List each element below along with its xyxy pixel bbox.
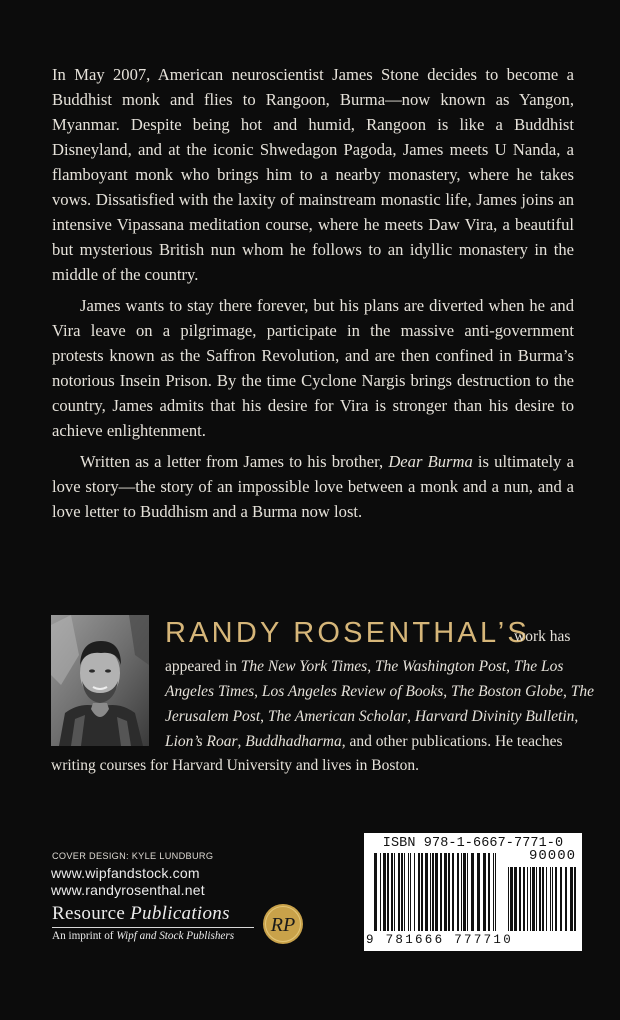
publication-title: The Washington Post	[374, 658, 507, 675]
barcode-bar	[440, 853, 442, 931]
barcode-bar	[425, 853, 428, 931]
barcode-bar	[448, 853, 450, 931]
barcode-bar	[477, 853, 480, 931]
isbn-label: ISBN 978-1-6667-7771-0	[382, 836, 564, 851]
author-portrait-image	[51, 615, 149, 746]
publisher-name-roman: Resource	[52, 903, 131, 924]
barcode-bar	[495, 853, 496, 931]
barcode-bar	[493, 853, 494, 931]
barcode-bar	[380, 853, 381, 931]
author-website: www.randyrosenthal.net	[51, 882, 205, 898]
barcode-bar	[555, 867, 557, 931]
barcode-bar	[536, 867, 537, 931]
barcode-bar	[398, 853, 400, 931]
barcode-bar	[444, 853, 447, 931]
barcode-bar	[452, 853, 454, 931]
bio-text: , and other publications. He teaches	[341, 733, 563, 750]
author-name: RANDY ROSENTHAL’S	[165, 617, 530, 649]
publication-title: Harvard Divinity Bulletin	[414, 708, 575, 725]
bio-line	[165, 679, 594, 704]
barcode-bar	[552, 867, 553, 931]
barcode-bar	[435, 853, 438, 931]
blurb-p3-after: is ultimately a love story—the story of an impossible love between a monk and a nun, and a love letter to Buddhism and a Burma now lost.	[52, 452, 574, 521]
barcode-bar	[519, 867, 521, 931]
rp-logo-text: RP	[270, 914, 296, 936]
book-title: Dear Burma	[388, 452, 473, 471]
barcode-bar	[471, 853, 474, 931]
barcode-bar	[430, 853, 431, 931]
publication-title: The Los	[513, 658, 564, 675]
bio-last-line: writing courses for Harvard University and lives in Boston.	[51, 757, 420, 774]
bio-text: ,	[254, 683, 262, 700]
barcode-bar	[383, 853, 386, 931]
bio-text: appeared in	[165, 658, 241, 675]
cover-design-credit: COVER DESIGN: KYLE LUNDBURG	[52, 851, 214, 861]
publication-title: The Boston Globe	[451, 683, 563, 700]
imprint-parent: Wipf and Stock Publishers	[116, 930, 235, 942]
isbn-barcode	[364, 833, 582, 951]
publisher-name	[52, 903, 230, 925]
barcode-bar	[467, 853, 468, 931]
blurb-p3-before: Written as a letter from James to his brother,	[80, 452, 389, 471]
publisher-name-italic: Publications	[130, 903, 230, 924]
publisher-divider	[52, 927, 254, 928]
bio-line	[165, 654, 575, 679]
price-code: 90000	[528, 848, 576, 864]
author-photo	[51, 615, 149, 746]
bio-line	[165, 729, 575, 754]
barcode-bar	[414, 853, 415, 931]
publication-title: The New York Times	[240, 658, 368, 675]
bio-text: ,	[407, 708, 415, 725]
barcode-bar	[432, 853, 434, 931]
barcode-bar	[404, 853, 405, 931]
bio-text: ,	[562, 683, 571, 700]
barcode-bar	[418, 853, 420, 931]
publisher-website: www.wipfandstock.com	[51, 865, 200, 881]
barcode-bar	[391, 853, 393, 931]
bio-text: ,	[574, 708, 579, 725]
barcode-bar	[546, 867, 547, 931]
barcode-bar	[463, 853, 466, 931]
bio-text: ,	[237, 733, 246, 750]
barcode-bar	[532, 867, 535, 931]
barcode-bar	[488, 853, 490, 931]
author-bio	[165, 654, 594, 754]
publication-title: Jerusalem Post	[165, 708, 261, 725]
blurb-paragraph-1: In May 2007, American neuroscientist James Stone decides to become a Buddhist monk and flies to Rangoon, Burma—now known as Yangon, Myanmar. Despite being hot and humid, Rangoon is like a Buddhist Disneyland, and at the iconic Shwedagon Pagoda, James meets U Nanda, a flamboyant monk who brings him to a nearby monastery, where he takes vows. Dissatisfied with the laxity of mainstream monastic life, James joins an intensive Vipassana meditation course, where he meets Daw Vira, a beautiful but mysterious British nun whom he follows to an idyllic monastery in the middle of the country.	[52, 65, 574, 284]
blurb	[52, 62, 574, 524]
barcode-bar	[394, 853, 395, 931]
barcode-bar	[530, 867, 531, 931]
bio-text: ,	[367, 658, 375, 675]
bio-first-words: work has	[514, 628, 571, 645]
bio-text: ,	[506, 658, 514, 675]
barcode-bar	[510, 867, 513, 931]
publication-title: Buddhadharma	[245, 733, 342, 750]
bio-text: ,	[260, 708, 268, 725]
imprint-text: An imprint of	[52, 930, 117, 942]
barcode-bar	[550, 867, 551, 931]
barcode-bar	[387, 853, 389, 931]
barcode-bar	[527, 867, 528, 931]
barcode-bar	[574, 867, 576, 931]
barcode-bar	[539, 867, 541, 931]
barcode-bar	[483, 853, 486, 931]
publication-title: Lion’s Roar	[165, 733, 238, 750]
barcode-bar	[523, 867, 525, 931]
barcode-bar	[457, 853, 459, 931]
barcode-bar	[421, 853, 423, 931]
publication-title: The	[570, 683, 594, 700]
rp-logo-icon	[262, 903, 304, 945]
barcode-bar	[565, 867, 567, 931]
barcode-bar	[508, 867, 509, 931]
barcode-bar	[560, 867, 562, 931]
barcode-bar	[408, 853, 409, 931]
barcode-bar	[514, 867, 517, 931]
blurb-paragraph-2: James wants to stay there forever, but his plans are diverted when he and Vira leave on a pilgrimage, participate in the massive anti-government protests known as the Saffron Revolution, and are then confined in Burma’s notorious Insein Prison. By the time Cyclone Nargis brings destruction to the country, James admits that his desire for Vira is stronger than his desire to achieve enlightenment.	[52, 296, 574, 440]
ean-digits: 9 781666 777710	[366, 933, 514, 947]
barcode-bar	[374, 853, 377, 931]
bio-line	[165, 704, 579, 729]
publication-title: The American Scholar	[267, 708, 408, 725]
publisher-imprint	[52, 930, 234, 942]
barcode-bar	[570, 867, 573, 931]
blurb-paragraph-3	[52, 449, 574, 524]
bio-text: ,	[443, 683, 452, 700]
publication-title: Angeles Times	[165, 683, 255, 700]
publication-title: Los Angeles Review of Books	[261, 683, 444, 700]
barcode-bar	[461, 853, 462, 931]
barcode-bar	[542, 867, 544, 931]
barcode-bar	[410, 853, 411, 931]
barcode-bar	[401, 853, 403, 931]
